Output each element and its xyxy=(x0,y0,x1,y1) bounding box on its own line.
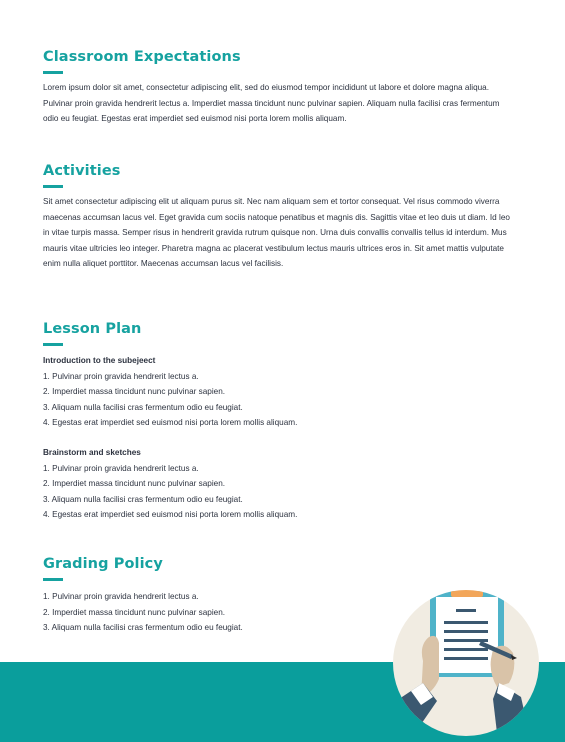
section-activities xyxy=(43,163,515,272)
list-item: 4. Egestas erat imperdiet sed euismod nisi porta lorem mollis aliquam. xyxy=(43,418,298,428)
section-paragraph: Lorem ipsum dolor sit amet, consectetur adipiscing elit, sed do eiusmod tempor incididunt ut labore et dolore magna aliqua. Pulvinar proin gravida hendrerit lectus a. Imperdiet massa tincidunt nunc pulvinar sapien. Aliquam nulla facilisi cras fermentum odio eu feugiat. Egestas erat imperdiet sed euismod nisi porta lorem mollis aliquam. xyxy=(43,83,500,124)
list-item: 1. Pulvinar proin gravida hendrerit lectus a. xyxy=(43,592,199,601)
lesson-group-heading: Brainstorm and sketches xyxy=(43,447,141,457)
lesson-group-list xyxy=(43,461,515,523)
section-heading: Lesson Plan xyxy=(43,321,142,337)
section-heading: Grading Policy xyxy=(43,556,163,572)
list-item: 3. Aliquam nulla facilisi cras fermentum odio eu feugiat. xyxy=(43,494,243,504)
list-item: 4. Egestas erat imperdiet sed euismod nisi porta lorem mollis aliquam. xyxy=(43,510,298,520)
section-paragraph: Sit amet consectetur adipiscing elit ut aliquam purus sit. Nec nam aliquam sem et tortor consequat. Vel risus commodo viverra maecenas accumsan lacus vel. Eget gravida cum sociis natoque penatibus et magnis dis. Sagittis vitae et leo duis ut diam. Id leo in vitae turpis massa. Semper risus in hendrerit gravida rutrum quisque non. Urna duis convallis convallis tellus id interdum. Mus mauris vitae ultricies leo integer. Pharetra magna ac placerat vestibulum lectus mauris ultrices eros in. Sit amet mattis vulputate enim nulla aliquet porttitor. Maecenas accumsan lacus vel facilisis. xyxy=(43,197,510,269)
list-item: 2. Imperdiet massa tincidunt nunc pulvinar sapien. xyxy=(43,387,226,397)
lesson-group-heading: Introduction to the subejeect xyxy=(43,356,156,365)
section-heading: Activities xyxy=(43,163,121,179)
section-lesson-plan xyxy=(43,321,515,523)
list-item: 3. Aliquam nulla facilisi cras fermentum odio eu feugiat. xyxy=(43,623,243,633)
list-item: 2. Imperdiet massa tincidunt nunc pulvinar sapien. xyxy=(43,479,226,489)
section-classroom-expectations xyxy=(43,49,515,127)
heading-underline xyxy=(43,71,63,74)
section-heading: Classroom Expectations xyxy=(43,49,241,65)
list-item: 2. Imperdiet massa tincidunt nunc pulvinar sapien. xyxy=(43,607,226,617)
list-item: 1. Pulvinar proin gravida hendrerit lectus a. xyxy=(43,463,199,473)
lesson-group-list xyxy=(43,369,515,431)
heading-underline xyxy=(43,578,63,581)
list-item: 3. Aliquam nulla facilisi cras fermentum odio eu feugiat. xyxy=(43,402,243,412)
list-item: 1. Pulvinar proin gravida hendrerit lectus a. xyxy=(43,371,199,381)
heading-underline xyxy=(43,185,63,188)
clipboard-icon xyxy=(393,583,539,742)
heading-underline xyxy=(43,343,63,346)
